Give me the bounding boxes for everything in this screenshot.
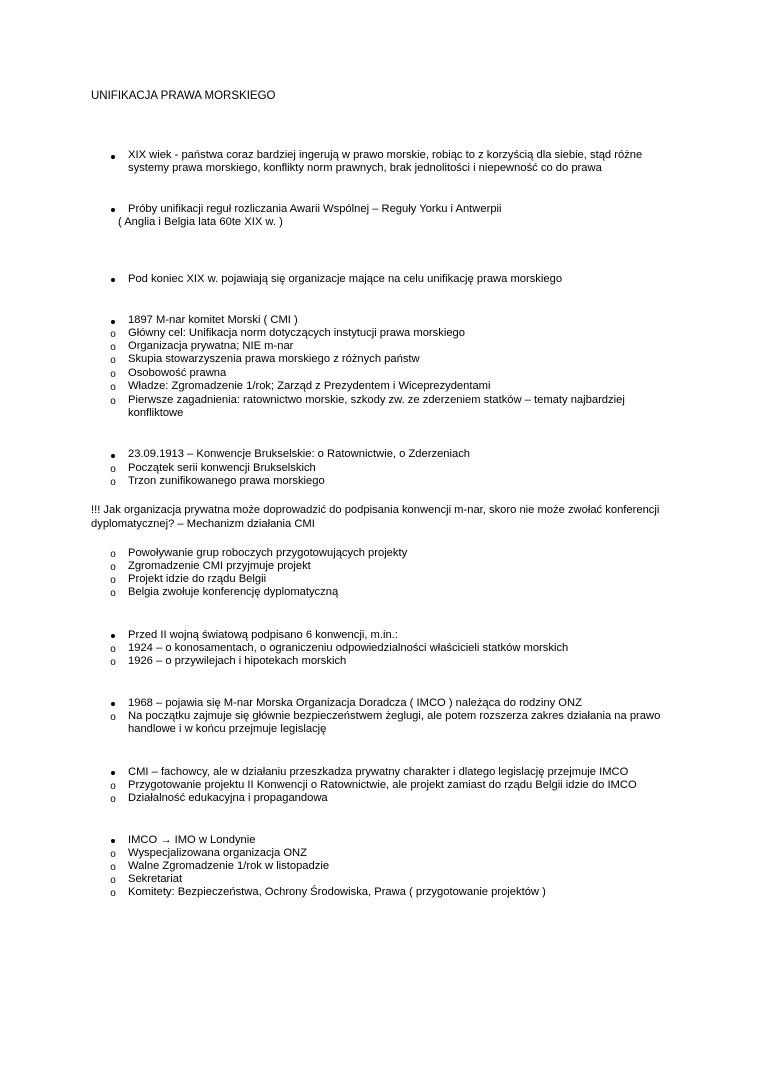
sub-bullet-marker: o xyxy=(110,849,116,860)
imco-label: IMCO xyxy=(128,834,158,846)
list-item: Próby unifikacji reguł rozliczania Awarii Wspólnej – Reguły Yorku i Antwerpii xyxy=(128,203,502,215)
sub-bullet-marker: o xyxy=(110,781,116,792)
sub-list-item: Walne Zgromadzenie 1/rok w listopadzie xyxy=(128,860,330,872)
bullet-marker xyxy=(107,152,119,165)
list-item: Przed II wojną światową podpisano 6 konwencji, m.in.: xyxy=(128,629,398,641)
mechanism-item: Belgia zwołuje konferencję dyplomatyczną xyxy=(128,586,339,598)
sub-bullet-marker: o xyxy=(110,588,116,599)
bullet-marker xyxy=(107,275,119,288)
sub-bullet-marker: o xyxy=(110,862,116,873)
page-title: UNIFIKACJA PRAWA MORSKIEGO xyxy=(91,90,276,102)
sub-list-item: Na początku zajmuje się głównie bezpieczeństwem żeglugi, ale potem rozszerza zakres działania na prawo handlowe i w końcu przejmuje legislację xyxy=(128,710,661,736)
sub-bullet-marker: o xyxy=(110,549,116,560)
sub-bullet-marker: o xyxy=(110,888,116,899)
sub-bullet-marker: o xyxy=(110,396,116,407)
sub-bullet-marker: o xyxy=(110,562,116,573)
mechanism-item: Projekt idzie do rządu Belgii xyxy=(128,573,267,585)
sub-bullet-marker: o xyxy=(110,712,116,723)
mechanism-item: Powoływanie grup roboczych przygotowujących projekty xyxy=(128,547,408,559)
list-item xyxy=(128,834,668,847)
imo-label: IMO w Londynie xyxy=(174,834,256,846)
list-item: 1968 – pojawia się M-nar Morska Organizacja Doradcza ( IMCO ) należąca do rodziny ONZ xyxy=(128,697,582,709)
sub-bullet-marker: o xyxy=(110,575,116,586)
sub-list-item: 1924 – o konosamentach, o ograniczeniu odpowiedzialności właścicieli statków morskich xyxy=(128,642,569,654)
sub-bullet-marker: o xyxy=(110,355,116,366)
sub-bullet-marker: o xyxy=(110,657,116,668)
sub-list-item: Działalność edukacyjna i propagandowa xyxy=(128,792,328,804)
sub-list-item: Pierwsze zagadnienia: ratownictwo morskie, szkody zw. ze zderzeniem statków – tematy najbardziej konfliktowe xyxy=(128,394,625,420)
sub-list-item: Skupia stowarzyszenia prawa morskiego z różnych państw xyxy=(128,353,420,365)
list-item: Pod koniec XIX w. pojawiają się organizacje mające na celu unifikację prawa morskiego xyxy=(128,273,563,285)
sub-list-item: 1926 – o przywilejach i hipotekach morskich xyxy=(128,655,347,667)
sub-bullet-marker: o xyxy=(110,477,116,488)
sub-bullet-marker: o xyxy=(110,329,116,340)
sub-bullet-marker: o xyxy=(110,875,116,886)
sub-list-item: Główny cel: Unifikacja norm dotyczących instytucji prawa morskiego xyxy=(128,327,465,339)
list-item: XIX wiek - państwa coraz bardziej ingerują w prawo morskie, robiąc to z korzyścią dla siebie, stąd różne systemy prawa morskiego, konflikty norm prawnych, brak jednolitości i niepewność co do prawa xyxy=(128,149,643,175)
sub-list-item: Władze: Zgromadzenie 1/rok; Zarząd z Prezydentem i Wiceprezydentami xyxy=(128,380,491,392)
sub-bullet-marker: o xyxy=(110,794,116,805)
list-item-continuation: ( Anglia i Belgia lata 60te XIX w. ) xyxy=(118,216,283,228)
question-paragraph: !!! Jak organizacja prywatna może doprowadzić do podpisania konwencji m-nar, skoro nie może zwołać konferencji dyplomatycznej? – Mechanizm działania CMI xyxy=(91,504,660,531)
sub-list-item: Sekretariat xyxy=(128,873,183,885)
mechanism-item: Zgromadzenie CMI przyjmuje projekt xyxy=(128,560,311,572)
arrow-right-icon: → xyxy=(160,834,172,846)
sub-bullet-marker: o xyxy=(110,644,116,655)
sub-list-item: Wyspecjalizowana organizacja ONZ xyxy=(128,847,307,859)
sub-list-item: Początek serii konwencji Brukselskich xyxy=(128,462,316,474)
sub-list-item: Komitety: Bezpieczeństwa, Ochrony Środowiska, Prawa ( przygotowanie projektów ) xyxy=(128,886,546,898)
sub-list-item: Trzon zunifikowanego prawa morskiego xyxy=(128,475,325,487)
sub-list-item: Osobowość prawna xyxy=(128,367,227,379)
sub-bullet-marker: o xyxy=(110,342,116,353)
list-item: 23.09.1913 – Konwencje Brukselskie: o Ratownictwie, o Zderzeniach xyxy=(128,448,471,460)
sub-bullet-marker: o xyxy=(110,382,116,393)
sub-list-item: Przygotowanie projektu II Konwencji o Ratownictwie, ale projekt zamiast do rządu Belgii idzie do IMCO xyxy=(128,779,637,791)
sub-bullet-marker: o xyxy=(110,464,116,475)
sub-bullet-marker: o xyxy=(110,369,116,380)
list-item: CMI – fachowcy, ale w działaniu przeszkadza prywatny charakter i dlatego legislację przejmuje IMCO xyxy=(128,766,629,778)
sub-list-item: Organizacja prywatna; NIE m-nar xyxy=(128,340,294,352)
list-item: 1897 M-nar komitet Morski ( CMI ) xyxy=(128,314,298,326)
